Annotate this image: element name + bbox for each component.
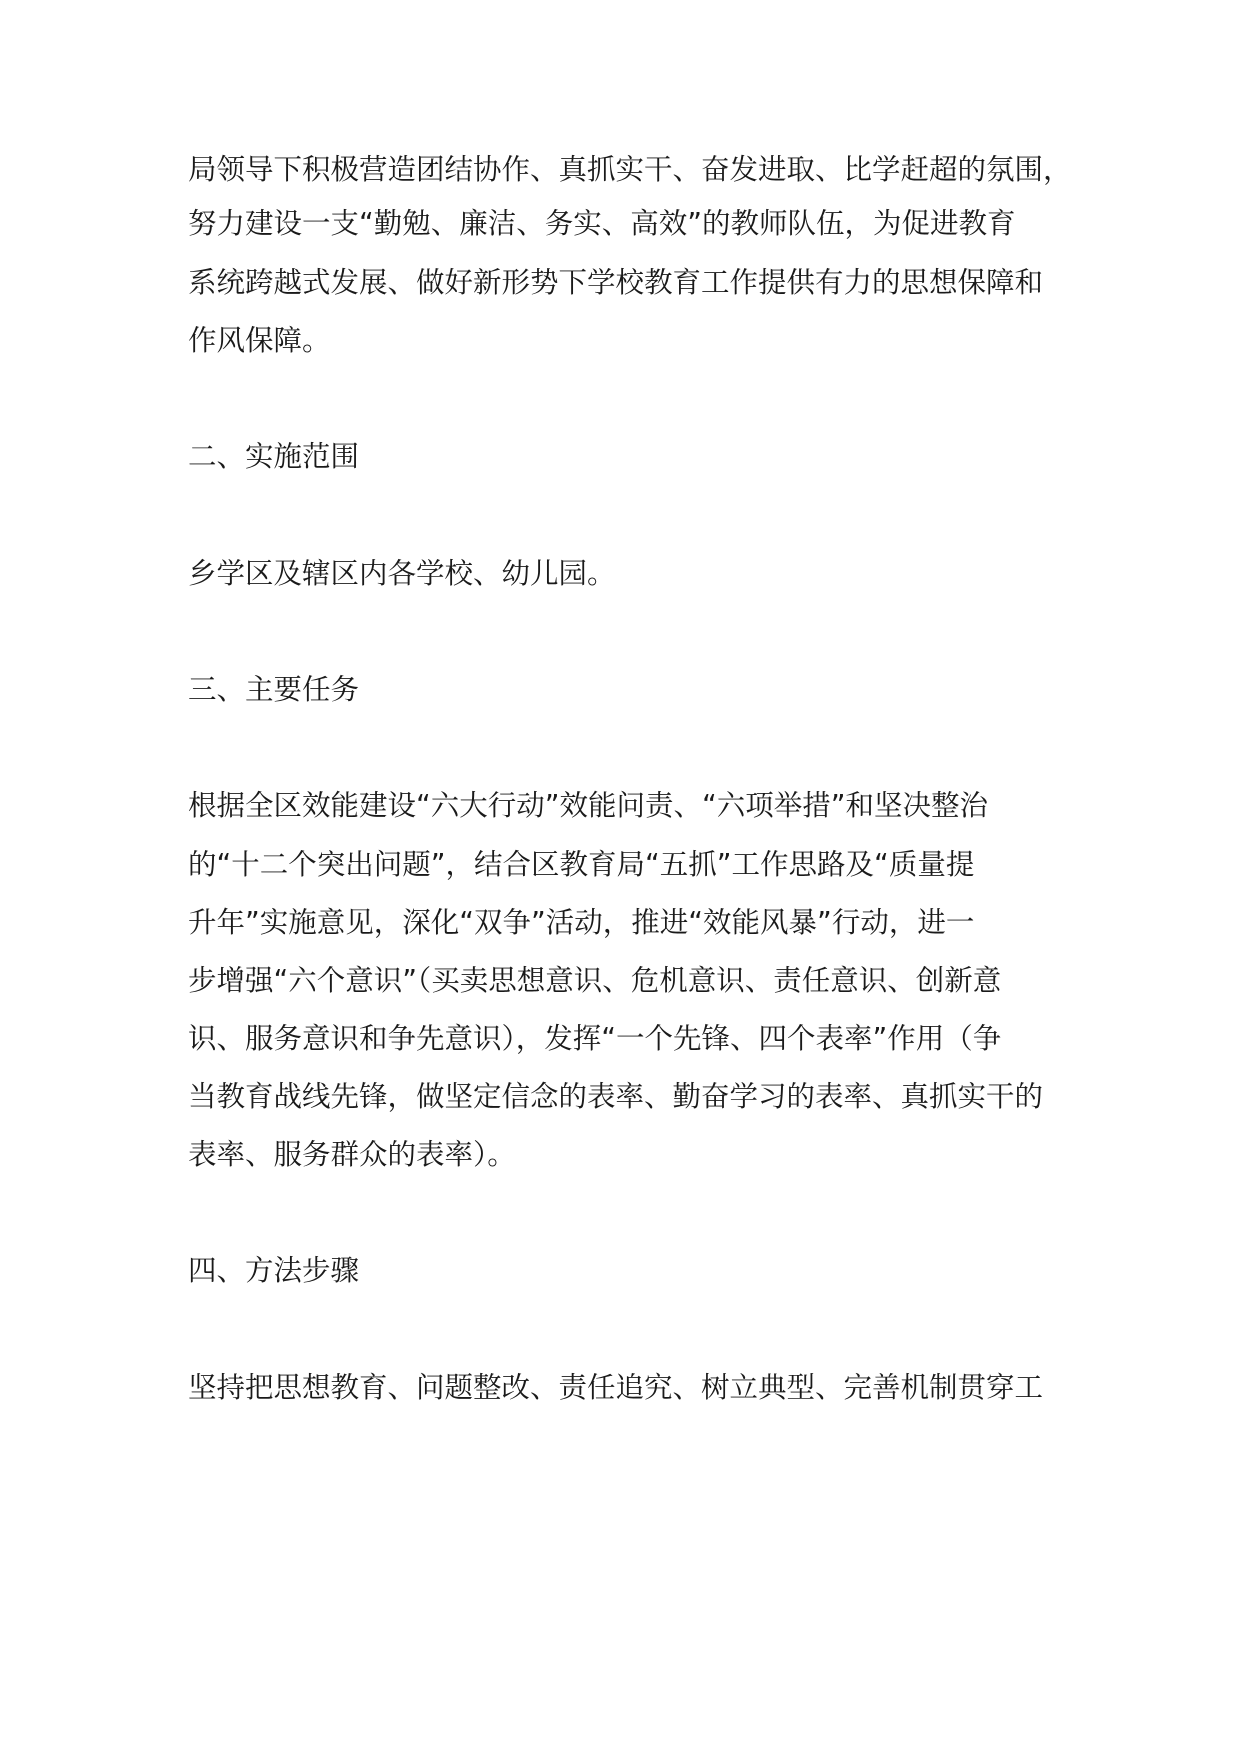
section-heading: 三、主要任务 [188, 673, 360, 706]
paragraph-line: 局领导下积极营造团结协作、真抓实干、奋发进取、比学赶超的氛围， [188, 153, 1072, 186]
paragraph-line: 表率、服务群众的表率）。 [188, 1138, 516, 1171]
paragraph-line: 系统跨越式发展、做好新形势下学校教育工作提供有力的思想保障和 [188, 266, 1044, 299]
section-heading: 四、方法步骤 [188, 1254, 360, 1287]
paragraph-line: 努力建设一支“勤勉、廉洁、务实、高效”的教师队伍，为促进教育 [188, 207, 1016, 240]
section-heading: 二、实施范围 [188, 440, 360, 473]
paragraph-line: 根据全区效能建设“六大行动”效能问责、“六项举措”和坚决整治 [188, 789, 989, 822]
paragraph-line: 识、服务意识和争先意识），发挥“一个先锋、四个表率”作用（争 [188, 1022, 1002, 1055]
paragraph-line: 步增强“六个意识”（买卖思想意识、危机意识、责任意识、创新意 [188, 964, 1002, 997]
paragraph-line: 作风保障。 [188, 324, 331, 357]
paragraph-line: 当教育战线先锋，做坚定信念的表率、勤奋学习的表率、真抓实干的 [188, 1080, 1044, 1113]
paragraph-line: 乡学区及辖区内各学校、幼儿园。 [188, 557, 616, 590]
paragraph-line: 坚持把思想教育、问题整改、责任追究、树立典型、完善机制贯穿工 [188, 1371, 1044, 1404]
paragraph-line: 的“十二个突出问题”，结合区教育局“五抓”工作思路及“质量提 [188, 848, 975, 881]
paragraph-line: 升年”实施意见，深化“双争”活动，推进“效能风暴”行动，进一 [188, 906, 975, 939]
